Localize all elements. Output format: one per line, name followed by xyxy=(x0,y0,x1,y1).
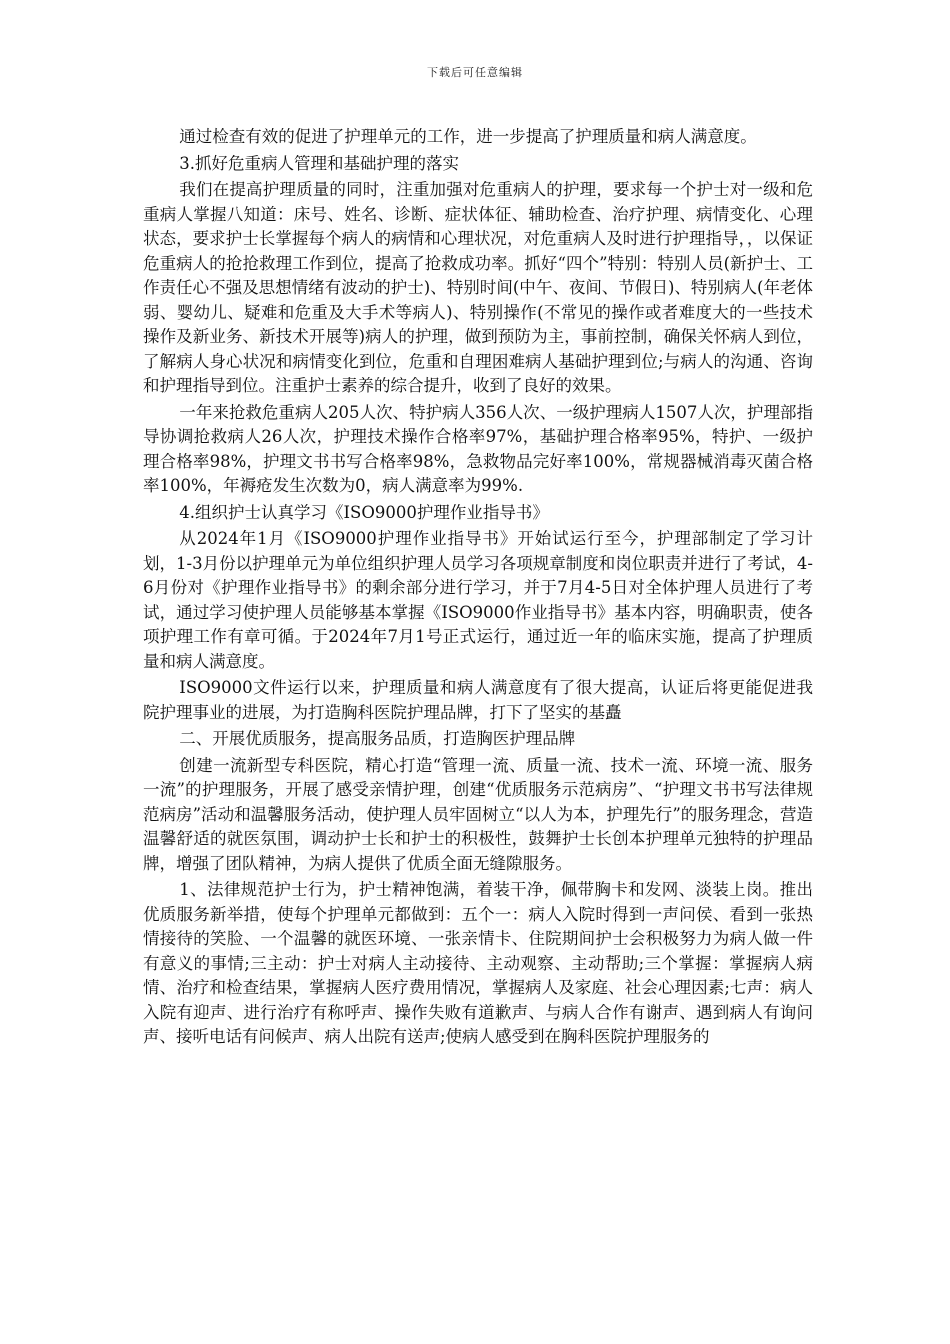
section-heading: 二、开展优质服务，提高服务品质，打造胸医护理品牌 xyxy=(179,729,576,748)
section-heading: 4.组织护士认真学习《ISO9000护理作业指导书》 xyxy=(179,502,549,522)
body-paragraph: ISO9000文件运行以来，护理质量和病人满意度有了很大提高，认证后将更能促进我院护理事业的进展，为打造胸科医院护理品牌，打下了坚实的基矗 xyxy=(143,678,813,722)
body-paragraph: 创建一流新型专科医院，精心打造“管理一流、质量一流、技术一流、环境一流、服务一流”的护理服务，开展了感受亲情护理，创建“优质服务示范病房”、“护理文书书写法律规范病房”活动和温馨服务活动，使护理人员牢固树立“以人为本，护理先行”的服务理念，营造温馨舒适的就医氛围，调动护士长和护士的积极性，鼓舞护士长创本护理单元独特的护理品牌，增强了团队精神，为病人提供了优质全面无缝隙服务。 xyxy=(143,755,813,873)
body-paragraph: 通过检查有效的促进了护理单元的工作，进一步提高了护理质量和病人满意度。 xyxy=(179,127,757,146)
section-heading: 3.抓好危重病人管理和基础护理的落实 xyxy=(179,153,460,173)
document-body xyxy=(143,125,813,1052)
page-header: 下载后可任意编辑 xyxy=(427,66,523,79)
body-paragraph: 我们在提高护理质量的同时，注重加强对危重病人的护理，要求每一个护士对一级和危重病人掌握八知道：床号、姓名、诊断、症状体征、辅助检查、治疗护理、病情变化、心理状态，要求护士长掌握每个病人的病情和心理状况，对危重病人及时进行护理指导，，以保证危重病人的抢抢救理工作到位，提高了抢救成功率。抓好“四个”特别：特别人员(新护士、工作责任心不强及思想情绪有波动的护士)、特别时间(中午、夜间、节假日)、特别病人(年老体弱、婴幼儿、疑难和危重及大手术等病人)、特别操作(不常见的操作或者难度大的一些技术操作及新业务、新技术开展等)病人的护理，做到预防为主，事前控制，确保关怀病人到位，了解病人身心状况和病情变化到位，危重和自理困难病人基础护理到位;与病人的沟通、咨询和护理指导到位。注重护士素养的综合提升，收到了良好的效果。 xyxy=(143,180,813,395)
body-paragraph: 从2024年1月《ISO9000护理作业指导书》开始试运行至今，护理部制定了学习计划，1-3月份以护理单元为单位组织护理人员学习各项规章制度和岗位职责并进行了考试，4-6月份对《护理作业指导书》的剩余部分进行学习，并于7月4-5日对全体护理人员进行了考试，通过学习使护理人员能够基本掌握《ISO9000作业指导书》基本内容，明确职责，使各项护理工作有章可循。于2024年7月1号正式运行，通过近一年的临床实施，提高了护理质量和病人满意度。 xyxy=(143,529,813,671)
body-paragraph: 一年来抢救危重病人205人次、特护病人356人次、一级护理病人1507人次，护理部指导协调抢救病人26人次，护理技术操作合格率97%，基础护理合格率95%，特护、一级护理合格率98%，护理文书书写合格率98%，急救物品完好率100%，常规器械消毒灭菌合格率100%，年褥疮发生次数为0，病人满意率为99%. xyxy=(143,402,813,495)
body-paragraph: 1、法律规范护士行为，护士精神饱满，着装干净，佩带胸卡和发网、淡装上岗。推出优质服务新举措，使每个护理单元都做到：五个一：病人入院时得到一声问侯、看到一张热情接待的笑脸、一个温馨的就医环境、一张亲情卡、住院期间护士会积极努力为病人做一件有意义的事情;三主动：护士对病人主动接待、主动观察、主动帮助;三个掌握：掌握病人病情、治疗和检查结果，掌握病人医疗费用情况，掌握病人及家庭、社会心理因素;七声：病人入院有迎声、进行治疗有称呼声、操作失败有道歉声、与病人合作有谢声、遇到病人有询问声、接听电话有问候声、病人出院有送声;使病人感受到在胸科医院护理服务的 xyxy=(143,880,813,1046)
